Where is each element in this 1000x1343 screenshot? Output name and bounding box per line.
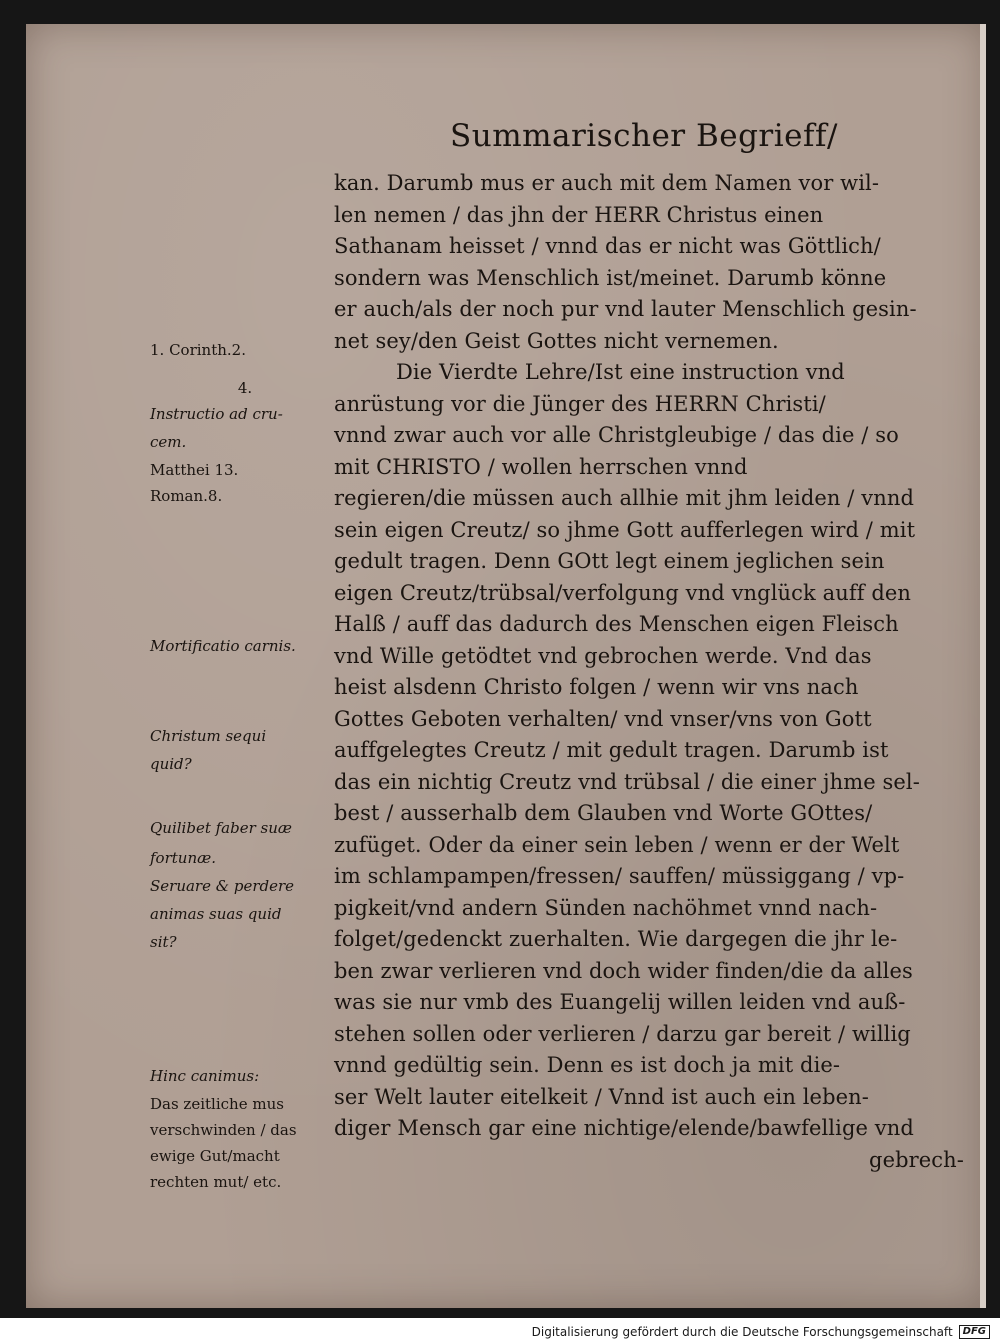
text-line: sondern was Menschlich ist/meinet. Darumb könne — [334, 265, 887, 290]
credit-text: Digitalisierung gefördert durch die Deutsche Forschungsgemeinschaft — [531, 1325, 953, 1339]
text-line: zufüget. Oder da einer sein leben / wenn er der Welt — [334, 832, 900, 857]
text-line: Sathanam heisset / vnnd das er nicht was Göttlich/ — [334, 234, 881, 258]
text-line: vnd Wille getödtet vnd gebrochen werde. Vnd das — [334, 643, 872, 668]
marginal-note-mortificatio: Mortificatio carnis. — [150, 637, 296, 655]
text-line: Die Vierdte Lehre/Ist eine instruction vnd — [396, 360, 845, 384]
marginal-note-number: 4. — [237, 379, 253, 397]
text-line: ben zwar verlieren vnd doch wider finden/die da alles — [334, 958, 913, 983]
running-header: Summarischer Begrieff/ — [450, 118, 838, 154]
text-line: net sey/den Geist Gottes nicht vernemen. — [334, 328, 779, 353]
marginal-note-quilibet: Quilibet faber suæ — [150, 819, 292, 837]
marginal-note-christum: Christum sequi — [150, 727, 267, 745]
text-line: diger Mensch gar eine nichtige/elende/bawfellige vnd — [334, 1116, 914, 1140]
marginal-note-hinc: ewige Gut/macht — [150, 1147, 280, 1165]
marginal-note-matthew: Matthei 13. — [150, 461, 239, 479]
text-line: auffgelegtes Creutz / mit gedult tragen. Darumb ist — [334, 738, 889, 762]
text-line: Gottes Geboten verhalten/ vnd vnser/vns von Gott — [334, 706, 872, 731]
page-edge — [980, 24, 986, 1308]
marginal-note-hinc: Hinc canimus: — [150, 1067, 260, 1085]
marginal-note-hinc: verschwinden / das — [150, 1121, 297, 1139]
text-line: anrüstung vor die Jünger des HERRN Christi/ — [334, 391, 826, 416]
marginal-note-corinthians: 1. Corinth.2. — [150, 341, 246, 359]
marginal-note-instructio: cem. — [150, 433, 187, 451]
marginal-note-hinc: Das zeitliche mus — [150, 1095, 284, 1113]
text-line: vnnd zwar auch vor alle Christgleubige / das die / so — [334, 423, 899, 447]
text-line: was sie nur vmb des Euangelij willen leiden vnd auß- — [334, 990, 906, 1014]
marginal-note-hinc: rechten mut/ etc. — [150, 1173, 282, 1191]
marginal-note-seruare: animas suas quid — [150, 905, 282, 923]
text-line: regieren/die müssen auch allhie mit jhm leiden / vnnd — [334, 486, 915, 510]
text-line: vnnd gedültig sein. Denn es ist doch ja mit die- — [334, 1053, 841, 1077]
catchword: gebrech- — [869, 1147, 964, 1172]
text-line: mit CHRISTO / wollen herrschen vnnd — [334, 454, 748, 479]
text-line: Halß / auff das dadurch des Menschen eigen Fleisch — [334, 612, 899, 636]
text-line: len nemen / das jhn der HERR Christus einen — [334, 202, 824, 227]
dfg-logo: DFG — [959, 1325, 990, 1339]
text-line: heist alsdenn Christo folgen / wenn wir vns nach — [334, 675, 859, 699]
marginal-note-romans: Roman.8. — [150, 487, 223, 505]
text-line: eigen Creutz/trübsal/verfolgung vnd vnglück auff den — [334, 580, 912, 605]
text-line: best / ausserhalb dem Glauben vnd Worte GOttes/ — [334, 801, 873, 825]
main-text — [334, 168, 964, 1176]
text-line: folget/gedenckt zuerhalten. Wie dargegen die jhr le- — [334, 927, 898, 951]
marginal-note-quilibet: fortunæ. — [150, 849, 216, 867]
digitization-credit — [532, 1325, 990, 1339]
text-line: stehen sollen oder verlieren / darzu gar bereit / willig — [334, 1021, 911, 1046]
marginal-note-christum: quid? — [150, 755, 192, 773]
text-line: gedult tragen. Denn GOtt legt einem jeglichen sein — [334, 549, 885, 573]
text-line: er auch/als der noch pur vnd lauter Menschlich gesin- — [334, 297, 917, 321]
text-line: sein eigen Creutz/ so jhme Gott aufferlegen wird / mit — [334, 517, 916, 542]
marginal-note-instructio: Instructio ad cru- — [150, 405, 283, 423]
text-line: kan. Darumb mus er auch mit dem Namen vor wil- — [334, 171, 880, 195]
marginal-note-seruare: Seruare & perdere — [150, 877, 295, 895]
text-line: pigkeit/vnd andern Sünden nachöhmet vnnd nach- — [334, 895, 878, 920]
marginal-note-seruare: sit? — [150, 933, 177, 951]
text-line: ser Welt lauter eitelkeit / Vnnd ist auch ein leben- — [334, 1084, 869, 1109]
text-line: im schlampampen/fressen/ sauffen/ müssiggang / vp- — [334, 864, 905, 888]
text-line: das ein nichtig Creutz vnd trübsal / die einer jhme sel- — [334, 769, 920, 794]
